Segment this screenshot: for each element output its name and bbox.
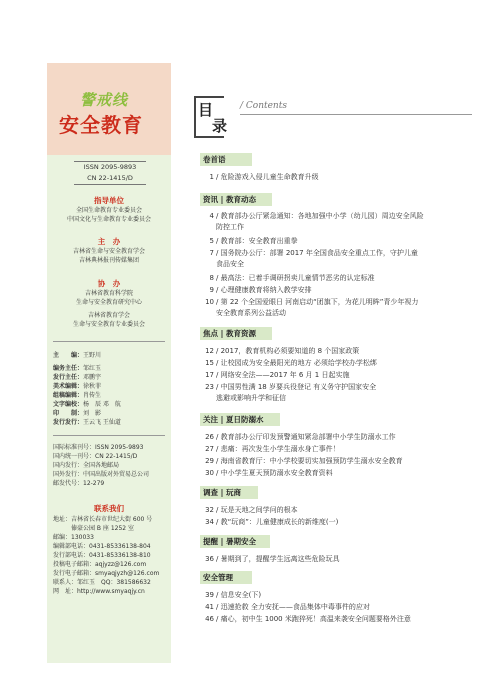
toc-entry[interactable]: 15 / 让校园成为安全最阳光的地方 必须给学校办学松绑 bbox=[205, 359, 377, 367]
contact-line: 发行部电话：0431-85336138-810 bbox=[53, 552, 151, 559]
staff-row: 文字编校：杨 辰 邓 航 bbox=[53, 401, 121, 408]
toc-rule bbox=[240, 114, 472, 115]
guide-unit-line: 中国文化与生命教育专业委员会 bbox=[66, 216, 151, 223]
toc-entry[interactable]: 17 / 网络安全法——2017 年 6 月 1 日起实施 bbox=[205, 371, 350, 379]
toc-entry[interactable]: 32 / 玩是天地之间学问的根本 bbox=[205, 506, 298, 514]
co-host-line: 生命与安全教育研究中心 bbox=[75, 299, 142, 306]
host-line: 吉林典林报刊传媒集团 bbox=[78, 257, 139, 264]
brand-band bbox=[47, 63, 171, 155]
publication-code: 国内统一刊号：CN 22-1415/D bbox=[53, 453, 138, 460]
toc-entry[interactable]: 4 / 教育部办公厅紧急通知：各地加强中小学（幼儿园）周边安全风险 防控工作 bbox=[209, 212, 424, 231]
toc-entry[interactable]: 34 / 教“玩商”：儿童健康成长的新维度(一) bbox=[205, 518, 339, 526]
toc-entry[interactable]: 41 / 迅速抢救 全力安抚——食品集体中毒事件的应对 bbox=[205, 603, 370, 611]
toc-section-header: 提醒 | 暑期安全 bbox=[200, 535, 270, 548]
toc-entry[interactable]: 12 / 2017，教育机构必须要知道的 8 个国家政策 bbox=[205, 347, 360, 355]
toc-entry[interactable]: 27 / 悲痛：再次发生小学生溺水身亡事件！ bbox=[205, 445, 340, 453]
guide-unit-line: 全国生命教育专业委员会 bbox=[75, 207, 142, 214]
cn-number: CN 22-1415/D bbox=[87, 174, 133, 182]
contact-line: 发行电子邮箱：smyaqjyzh@126.com bbox=[53, 570, 160, 577]
toc-title-char: 目 bbox=[198, 101, 214, 119]
toc-entry[interactable]: 26 / 教育部办公厅印发预警通知紧急部署中小学生防溺水工作 bbox=[205, 433, 396, 441]
publication-code: 国外发行：中国出版对外贸易总公司 bbox=[53, 471, 150, 478]
publication-code: 国际标准刊号：ISSN 2095-9893 bbox=[53, 444, 144, 451]
host-title: 主 办 bbox=[97, 237, 121, 246]
magazine-logo: 安全教育 bbox=[59, 113, 143, 137]
toc-title-en: / Contents bbox=[240, 101, 287, 111]
co-host-line: 吉林省教育科学院 bbox=[84, 290, 133, 297]
contact-line: 地址：吉林省长春市世纪大街 600 号 bbox=[53, 516, 153, 523]
contact-title: 联系我们 bbox=[94, 504, 124, 513]
co-host-line: 生命与安全教育专业委员会 bbox=[72, 321, 145, 328]
contact-line: 投稿电子邮箱：aqjyzz@126.com bbox=[53, 561, 147, 568]
toc-entry[interactable]: 1 / 危险游戏入侵儿童生命教育升级 bbox=[209, 173, 319, 181]
toc-section-header: 焦点 | 教育资源 bbox=[200, 327, 272, 340]
issn: ISSN 2095-9893 bbox=[83, 163, 137, 171]
staff-row: 组稿编辑：肖传生 bbox=[53, 392, 102, 399]
co-host-line: 吉林省教育学会 bbox=[87, 312, 130, 319]
logo-subtitle: 警戒线 bbox=[80, 91, 129, 109]
toc-entry[interactable]: 10 / 第 22 个全国爱眼日 河南启动“团旗下，为花儿明眸”青少年视力 安全教育系列公益活动 bbox=[205, 298, 419, 317]
toc-section-header: 安全管理 bbox=[200, 571, 252, 584]
divider bbox=[53, 341, 165, 342]
co-host-title: 协 办 bbox=[97, 279, 121, 288]
issn-box bbox=[74, 161, 146, 185]
contact-line: 编辑部电话：0431-85336138-804 bbox=[53, 543, 151, 550]
toc-entry[interactable]: 7 / 国务院办公厅：部署 2017 年全国食品安全重点工作，守护儿童 食品安全 bbox=[209, 249, 418, 268]
toc-section-header: 调查 | 玩商 bbox=[200, 486, 258, 499]
contact-line: 联系人：邹红玉 QQ：381586632 bbox=[53, 579, 151, 586]
masthead-column bbox=[47, 63, 171, 663]
staff-row: 美术编辑：徐秋菲 bbox=[53, 383, 102, 390]
contact-line: 邮编：130033 bbox=[53, 534, 94, 541]
toc-section-header: 资讯 | 教育动态 bbox=[200, 193, 272, 206]
toc-entry[interactable]: 29 / 海南省教育厅：中小学校要切实加强预防学生溺水安全教育 bbox=[205, 457, 403, 465]
toc-entry[interactable]: 46 / 痛心，初中生 1000 米跑猝死！高温来袭安全问题要格外注意 bbox=[205, 615, 411, 623]
toc-section-header: 关注 | 夏日防溺水 bbox=[200, 413, 280, 426]
toc-entry[interactable]: 36 / 暑期到了，提醒学生远离这些危险玩具 bbox=[205, 555, 340, 563]
host-line: 吉林省生命与安全教育学会 bbox=[72, 248, 145, 255]
staff-row: 印 制：刘 影 bbox=[53, 410, 102, 417]
publication-code: 邮发代号：12-279 bbox=[53, 480, 105, 487]
toc-section-header: 卷首语 bbox=[200, 153, 252, 166]
toc-entry[interactable]: 23 / 中国男性满 18 岁要兵役登记 有义务守护国家安全 逃避或影响升学和征信 bbox=[205, 383, 377, 402]
guide-unit-title: 指导单位 bbox=[94, 196, 124, 205]
staff-row: 发行发行：王云飞 王仙道 bbox=[53, 419, 121, 426]
toc-entry[interactable]: 8 / 最高法：已着手调研拐卖儿童情节恶劣的认定标准 bbox=[209, 274, 375, 282]
publication-code: 国内发行：全国各地邮局 bbox=[53, 462, 120, 469]
toc-header bbox=[182, 96, 472, 140]
staff-row: 发行主任：邓鹏宇 bbox=[53, 374, 102, 381]
contact-line: 网 址：http://www.smyaqjy.cn bbox=[53, 588, 145, 595]
toc-entry[interactable]: 30 / 中小学生夏天预防溺水安全教育资料 bbox=[205, 469, 333, 477]
contact-line: 傣豪公园 B 座 1252 室 bbox=[53, 525, 135, 532]
toc-entry[interactable]: 39 / 信息安全(下) bbox=[205, 591, 262, 599]
toc-entry[interactable]: 9 / 心理健康教育将纳入教学安排 bbox=[209, 286, 312, 294]
toc-title-char: 录 bbox=[212, 117, 228, 135]
staff-row: 编务主任：邹红玉 bbox=[53, 365, 102, 372]
toc-entry[interactable]: 5 / 教育部：安全教育出重拳 bbox=[209, 237, 298, 245]
staff-row: 主 编：王野川 bbox=[53, 352, 102, 359]
divider bbox=[53, 435, 165, 436]
